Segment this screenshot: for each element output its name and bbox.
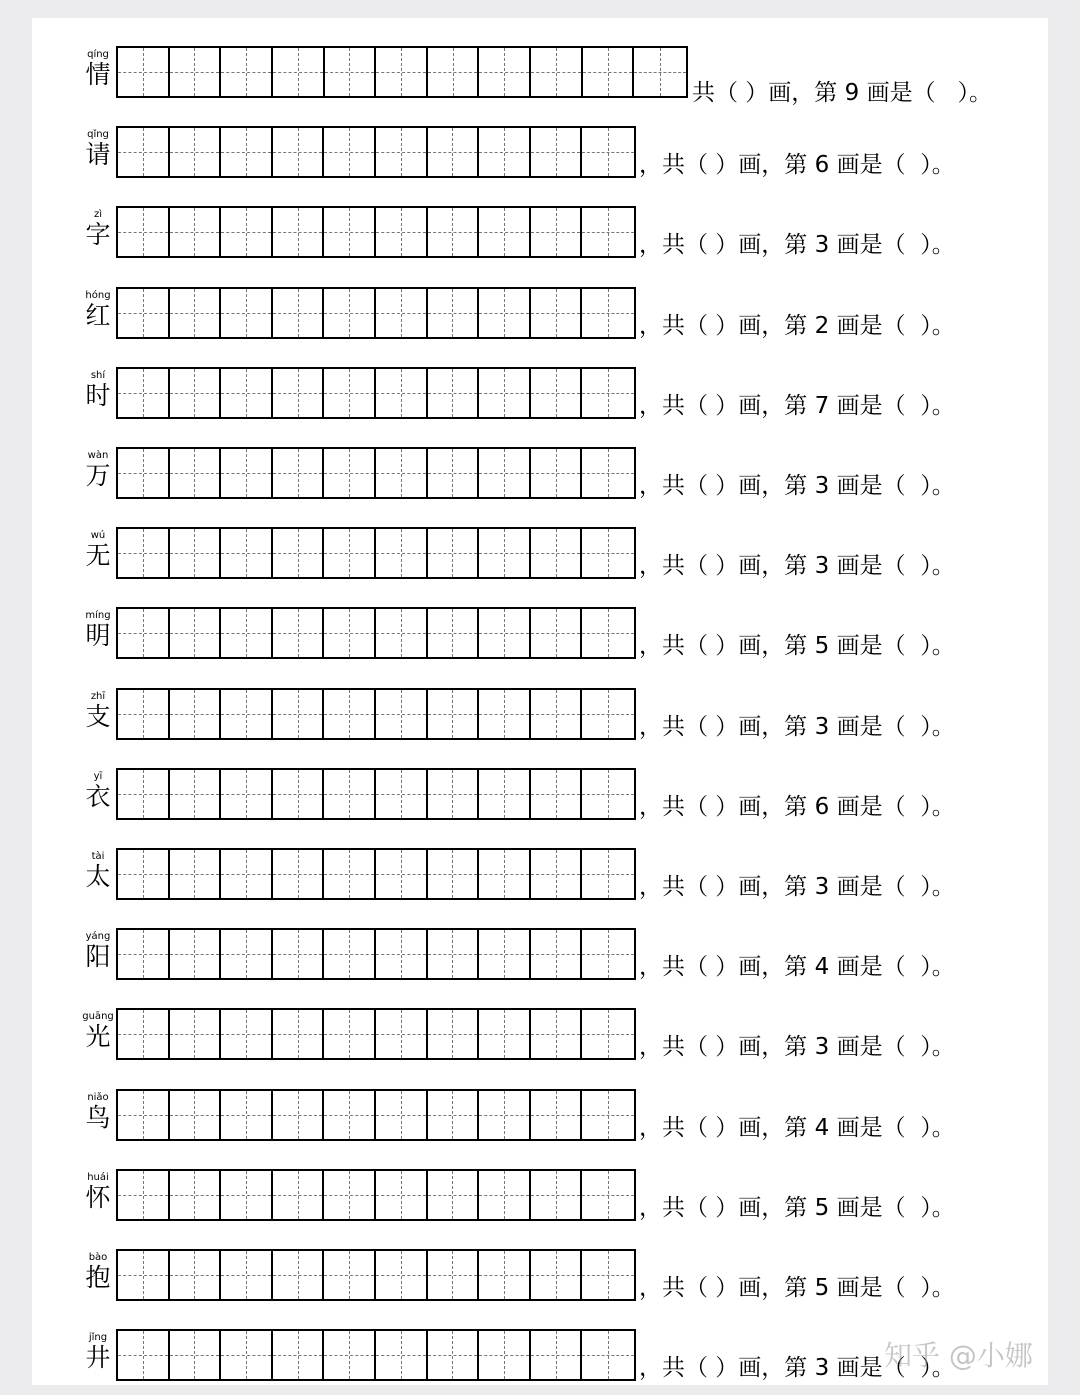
writing-grid[interactable]: [116, 688, 636, 740]
tianzige-cell[interactable]: [531, 289, 583, 337]
tianzige-cell[interactable]: [376, 1010, 428, 1058]
chinese-character: 衣: [85, 782, 111, 811]
tianzige-cell[interactable]: [582, 1331, 634, 1379]
tianzige-cell[interactable]: [479, 449, 531, 497]
tianzige-cell[interactable]: [531, 1331, 583, 1379]
pinyin-label: guāng: [82, 1011, 114, 1022]
tianzige-cell[interactable]: [531, 1091, 583, 1139]
stroke-count-question: ，共（ ）画，第 6 画是（ ）。: [639, 152, 955, 178]
tianzige-cell[interactable]: [428, 1171, 480, 1219]
writing-grid[interactable]: [116, 287, 636, 339]
tianzige-cell[interactable]: [428, 1091, 480, 1139]
tianzige-cell[interactable]: [376, 289, 428, 337]
tianzige-cell[interactable]: [221, 48, 273, 96]
exercise-row: [32, 353, 1048, 433]
writing-grid[interactable]: [116, 1249, 636, 1301]
tianzige-cell[interactable]: [324, 1091, 376, 1139]
character-with-pinyin: [80, 1155, 116, 1225]
tianzige-cell[interactable]: [170, 1331, 222, 1379]
character-with-pinyin: [80, 834, 116, 904]
character-with-pinyin: [80, 433, 116, 503]
chinese-character: 情: [85, 60, 111, 89]
tianzige-cell[interactable]: [634, 48, 686, 96]
character-with-pinyin: [80, 273, 116, 343]
tianzige-cell[interactable]: [479, 609, 531, 657]
pinyin-label: wú: [90, 530, 106, 541]
tianzige-cell[interactable]: [479, 128, 531, 176]
tianzige-cell[interactable]: [118, 48, 170, 96]
tianzige-cell[interactable]: [531, 1251, 583, 1299]
character-with-pinyin: [80, 353, 116, 423]
tianzige-cell[interactable]: [221, 1171, 273, 1219]
tianzige-cell[interactable]: [531, 48, 583, 96]
tianzige-cell[interactable]: [376, 128, 428, 176]
chinese-character: 请: [85, 140, 111, 169]
tianzige-cell[interactable]: [479, 289, 531, 337]
tianzige-cell[interactable]: [221, 1091, 273, 1139]
pinyin-label: yī: [93, 771, 103, 782]
tianzige-cell[interactable]: [221, 208, 273, 256]
tianzige-cell[interactable]: [170, 690, 222, 738]
tianzige-cell[interactable]: [273, 529, 325, 577]
pinyin-label: hóng: [85, 290, 111, 301]
tianzige-cell[interactable]: [583, 48, 635, 96]
tianzige-cell[interactable]: [582, 369, 634, 417]
pinyin-label: huái: [87, 1172, 109, 1183]
tianzige-cell[interactable]: [531, 930, 583, 978]
tianzige-cell[interactable]: [376, 48, 428, 96]
pinyin-label: niǎo: [87, 1092, 109, 1103]
tianzige-cell[interactable]: [376, 690, 428, 738]
tianzige-cell[interactable]: [479, 770, 531, 818]
tianzige-cell[interactable]: [324, 609, 376, 657]
exercise-row: [32, 1075, 1048, 1155]
stroke-count-question: ，共（ ）画，第 3 画是（ ）。: [639, 1034, 955, 1060]
writing-grid[interactable]: [116, 1169, 636, 1221]
tianzige-cell[interactable]: [582, 1251, 634, 1299]
tianzige-cell[interactable]: [428, 850, 480, 898]
tianzige-cell[interactable]: [221, 609, 273, 657]
tianzige-cell[interactable]: [273, 1010, 325, 1058]
chinese-character: 井: [85, 1343, 111, 1372]
writing-grid[interactable]: [116, 607, 636, 659]
tianzige-cell[interactable]: [376, 1251, 428, 1299]
tianzige-cell[interactable]: [479, 930, 531, 978]
character-with-pinyin: [80, 32, 116, 102]
tianzige-cell[interactable]: [118, 128, 170, 176]
tianzige-cell[interactable]: [582, 289, 634, 337]
tianzige-cell[interactable]: [118, 930, 170, 978]
tianzige-cell[interactable]: [170, 850, 222, 898]
tianzige-cell[interactable]: [324, 690, 376, 738]
exercise-row: [32, 834, 1048, 914]
tianzige-cell[interactable]: [118, 690, 170, 738]
character-with-pinyin: [80, 112, 116, 182]
tianzige-cell[interactable]: [170, 369, 222, 417]
tianzige-cell[interactable]: [428, 1251, 480, 1299]
tianzige-cell[interactable]: [428, 690, 480, 738]
stroke-count-question: ，共（ ）画，第 3 画是（ ）。: [639, 473, 955, 499]
tianzige-cell[interactable]: [582, 1171, 634, 1219]
pinyin-label: bào: [88, 1252, 108, 1263]
tianzige-cell[interactable]: [479, 1010, 531, 1058]
stroke-count-question: ，共（ ）画，第 6 画是（ ）。: [639, 794, 955, 820]
tianzige-cell[interactable]: [170, 208, 222, 256]
writing-grid[interactable]: [116, 206, 636, 258]
tianzige-cell[interactable]: [428, 1331, 480, 1379]
tianzige-cell[interactable]: [582, 770, 634, 818]
tianzige-cell[interactable]: [170, 128, 222, 176]
pinyin-label: zì: [93, 209, 103, 220]
stroke-count-question: ，共（ ）画，第 3 画是（ ）。: [639, 714, 955, 740]
tianzige-cell[interactable]: [170, 289, 222, 337]
chinese-character: 抱: [85, 1263, 111, 1292]
tianzige-cell[interactable]: [170, 1171, 222, 1219]
tianzige-cell[interactable]: [428, 369, 480, 417]
tianzige-cell[interactable]: [479, 1171, 531, 1219]
exercise-row: [32, 1155, 1048, 1235]
pinyin-label: jǐng: [88, 1332, 108, 1343]
tianzige-cell[interactable]: [118, 289, 170, 337]
tianzige-cell[interactable]: [376, 850, 428, 898]
stroke-count-question: ，共（ ）画，第 3 画是（ ）。: [639, 874, 955, 900]
pinyin-label: qíng: [87, 49, 109, 60]
writing-grid[interactable]: [116, 447, 636, 499]
tianzige-cell[interactable]: [273, 930, 325, 978]
stroke-count-question: ，共（ ）画，第 4 画是（ ）。: [639, 954, 955, 980]
tianzige-cell[interactable]: [582, 449, 634, 497]
tianzige-cell[interactable]: [531, 449, 583, 497]
tianzige-cell[interactable]: [428, 1010, 480, 1058]
tianzige-cell[interactable]: [428, 770, 480, 818]
stroke-count-question: ，共（ ）画，第 3 画是（ ）。: [639, 232, 955, 258]
tianzige-cell[interactable]: [273, 690, 325, 738]
character-with-pinyin: [80, 1235, 116, 1305]
chinese-character: 无: [85, 541, 111, 570]
tianzige-cell[interactable]: [324, 770, 376, 818]
tianzige-cell[interactable]: [221, 1010, 273, 1058]
writing-grid[interactable]: [116, 367, 636, 419]
character-with-pinyin: [80, 914, 116, 984]
tianzige-cell[interactable]: [324, 1010, 376, 1058]
tianzige-cell[interactable]: [428, 609, 480, 657]
character-with-pinyin: [80, 994, 116, 1064]
tianzige-cell[interactable]: [428, 128, 480, 176]
tianzige-cell[interactable]: [118, 1171, 170, 1219]
exercise-row: [32, 914, 1048, 994]
tianzige-cell[interactable]: [531, 850, 583, 898]
tianzige-cell[interactable]: [376, 529, 428, 577]
tianzige-cell[interactable]: [273, 609, 325, 657]
tianzige-cell[interactable]: [221, 770, 273, 818]
tianzige-cell[interactable]: [582, 208, 634, 256]
tianzige-cell[interactable]: [531, 529, 583, 577]
tianzige-cell[interactable]: [531, 1171, 583, 1219]
exercise-row: [32, 433, 1048, 513]
tianzige-cell[interactable]: [170, 609, 222, 657]
tianzige-cell[interactable]: [324, 128, 376, 176]
tianzige-cell[interactable]: [170, 770, 222, 818]
tianzige-cell[interactable]: [221, 449, 273, 497]
tianzige-cell[interactable]: [479, 1331, 531, 1379]
tianzige-cell[interactable]: [118, 770, 170, 818]
writing-grid[interactable]: [116, 768, 636, 820]
tianzige-cell[interactable]: [582, 1010, 634, 1058]
tianzige-cell[interactable]: [273, 1171, 325, 1219]
tianzige-cell[interactable]: [324, 449, 376, 497]
tianzige-cell[interactable]: [479, 369, 531, 417]
tianzige-cell[interactable]: [324, 289, 376, 337]
tianzige-cell[interactable]: [531, 369, 583, 417]
tianzige-cell[interactable]: [479, 1251, 531, 1299]
writing-grid[interactable]: [116, 126, 636, 178]
tianzige-cell[interactable]: [324, 529, 376, 577]
writing-grid[interactable]: [116, 46, 688, 98]
tianzige-cell[interactable]: [170, 48, 222, 96]
tianzige-cell[interactable]: [118, 449, 170, 497]
tianzige-cell[interactable]: [428, 208, 480, 256]
tianzige-cell[interactable]: [221, 1331, 273, 1379]
tianzige-cell[interactable]: [582, 128, 634, 176]
chinese-character: 阳: [85, 942, 111, 971]
tianzige-cell[interactable]: [376, 369, 428, 417]
tianzige-cell[interactable]: [376, 930, 428, 978]
exercise-row: [32, 593, 1048, 673]
tianzige-cell[interactable]: [324, 1171, 376, 1219]
tianzige-cell[interactable]: [479, 690, 531, 738]
writing-grid[interactable]: [116, 527, 636, 579]
tianzige-cell[interactable]: [273, 48, 325, 96]
exercise-row: [32, 994, 1048, 1074]
tianzige-cell[interactable]: [221, 850, 273, 898]
tianzige-cell[interactable]: [582, 529, 634, 577]
tianzige-cell[interactable]: [221, 128, 273, 176]
character-with-pinyin: [80, 674, 116, 744]
tianzige-cell[interactable]: [531, 128, 583, 176]
tianzige-cell[interactable]: [324, 850, 376, 898]
tianzige-cell[interactable]: [170, 1251, 222, 1299]
tianzige-cell[interactable]: [479, 1091, 531, 1139]
tianzige-cell[interactable]: [221, 369, 273, 417]
character-with-pinyin: [80, 1315, 116, 1385]
pinyin-label: tài: [91, 851, 105, 862]
exercise-row: [32, 513, 1048, 593]
pinyin-label: qǐng: [87, 129, 109, 140]
tianzige-cell[interactable]: [221, 690, 273, 738]
chinese-character: 红: [85, 301, 111, 330]
tianzige-cell[interactable]: [170, 930, 222, 978]
tianzige-cell[interactable]: [531, 1010, 583, 1058]
tianzige-cell[interactable]: [376, 770, 428, 818]
chinese-character: 时: [85, 381, 111, 410]
tianzige-cell[interactable]: [273, 289, 325, 337]
writing-grid[interactable]: [116, 1089, 636, 1141]
chinese-character: 支: [85, 702, 111, 731]
tianzige-cell[interactable]: [376, 609, 428, 657]
tianzige-cell[interactable]: [582, 850, 634, 898]
pinyin-label: zhī: [90, 691, 106, 702]
tianzige-cell[interactable]: [170, 1091, 222, 1139]
tianzige-cell[interactable]: [428, 930, 480, 978]
tianzige-cell[interactable]: [273, 1331, 325, 1379]
exercise-row: [32, 1235, 1048, 1315]
tianzige-cell[interactable]: [118, 850, 170, 898]
character-with-pinyin: [80, 192, 116, 262]
chinese-character: 鸟: [85, 1103, 111, 1132]
worksheet-page: [32, 18, 1048, 1385]
tianzige-cell[interactable]: [479, 529, 531, 577]
pinyin-label: wàn: [87, 450, 109, 461]
tianzige-cell[interactable]: [273, 369, 325, 417]
character-with-pinyin: [80, 754, 116, 824]
tianzige-cell[interactable]: [273, 1251, 325, 1299]
tianzige-cell[interactable]: [531, 690, 583, 738]
tianzige-cell[interactable]: [325, 48, 377, 96]
tianzige-cell[interactable]: [376, 1171, 428, 1219]
tianzige-cell[interactable]: [273, 208, 325, 256]
tianzige-cell[interactable]: [118, 208, 170, 256]
stroke-count-question: ，共（ ）画，第 5 画是（ ）。: [639, 633, 955, 659]
exercise-row: [32, 32, 1048, 112]
tianzige-cell[interactable]: [324, 369, 376, 417]
stroke-count-question: ，共（ ）画，第 3 画是（ ）。: [639, 553, 955, 579]
tianzige-cell[interactable]: [273, 770, 325, 818]
zhihu-watermark: 知乎 @小娜: [884, 1339, 1033, 1372]
tianzige-cell[interactable]: [221, 930, 273, 978]
tianzige-cell[interactable]: [582, 1091, 634, 1139]
tianzige-cell[interactable]: [324, 208, 376, 256]
writing-grid[interactable]: [116, 1329, 636, 1381]
stroke-count-question: ，共（ ）画，第 4 画是（ ）。: [639, 1115, 955, 1141]
chinese-character: 明: [85, 621, 111, 650]
exercise-row: [32, 754, 1048, 834]
stroke-count-question: ，共（ ）画，第 5 画是（ ）。: [639, 1275, 955, 1301]
tianzige-cell[interactable]: [479, 48, 531, 96]
tianzige-cell[interactable]: [221, 529, 273, 577]
tianzige-cell[interactable]: [531, 770, 583, 818]
tianzige-cell[interactable]: [376, 1331, 428, 1379]
stroke-count-question: ，共（ ）画，第 7 画是（ ）。: [639, 393, 955, 419]
tianzige-cell[interactable]: [531, 208, 583, 256]
writing-grid[interactable]: [116, 1008, 636, 1060]
exercise-row: [32, 273, 1048, 353]
tianzige-cell[interactable]: [324, 1331, 376, 1379]
writing-grid[interactable]: [116, 928, 636, 980]
tianzige-cell[interactable]: [582, 930, 634, 978]
tianzige-cell[interactable]: [376, 1091, 428, 1139]
tianzige-cell[interactable]: [170, 1010, 222, 1058]
pinyin-label: míng: [85, 610, 111, 621]
chinese-character: 字: [85, 220, 111, 249]
stroke-count-question: 共（ ）画，第 9 画是（ ）。: [692, 80, 992, 106]
tianzige-cell[interactable]: [273, 449, 325, 497]
tianzige-cell[interactable]: [118, 1251, 170, 1299]
tianzige-cell[interactable]: [118, 1331, 170, 1379]
tianzige-cell[interactable]: [376, 449, 428, 497]
tianzige-cell[interactable]: [428, 289, 480, 337]
tianzige-cell[interactable]: [118, 1010, 170, 1058]
stroke-count-question: ，共（ ）画，第 3 画是（ ）。: [639, 1355, 955, 1381]
tianzige-cell[interactable]: [273, 128, 325, 176]
tianzige-cell[interactable]: [273, 1091, 325, 1139]
tianzige-cell[interactable]: [118, 1091, 170, 1139]
tianzige-cell[interactable]: [221, 1251, 273, 1299]
tianzige-cell[interactable]: [324, 1251, 376, 1299]
stroke-count-question: ，共（ ）画，第 5 画是（ ）。: [639, 1195, 955, 1221]
character-with-pinyin: [80, 1075, 116, 1145]
tianzige-cell[interactable]: [479, 850, 531, 898]
tianzige-cell[interactable]: [428, 529, 480, 577]
exercise-row: [32, 674, 1048, 754]
stroke-count-question: ，共（ ）画，第 2 画是（ ）。: [639, 313, 955, 339]
exercise-row: [32, 112, 1048, 192]
tianzige-cell[interactable]: [221, 289, 273, 337]
chinese-character: 万: [85, 461, 111, 490]
tianzige-cell[interactable]: [118, 369, 170, 417]
tianzige-cell[interactable]: [428, 48, 480, 96]
tianzige-cell[interactable]: [428, 449, 480, 497]
chinese-character: 怀: [85, 1183, 111, 1212]
tianzige-cell[interactable]: [273, 850, 325, 898]
pinyin-label: shí: [90, 370, 106, 381]
tianzige-cell[interactable]: [118, 529, 170, 577]
tianzige-cell[interactable]: [170, 449, 222, 497]
chinese-character: 太: [85, 862, 111, 891]
pinyin-label: yáng: [85, 931, 111, 942]
tianzige-cell[interactable]: [376, 208, 428, 256]
exercise-row: [32, 192, 1048, 272]
tianzige-cell[interactable]: [479, 208, 531, 256]
tianzige-cell[interactable]: [582, 609, 634, 657]
character-with-pinyin: [80, 513, 116, 583]
tianzige-cell[interactable]: [118, 609, 170, 657]
tianzige-cell[interactable]: [170, 529, 222, 577]
character-with-pinyin: [80, 593, 116, 663]
tianzige-cell[interactable]: [324, 930, 376, 978]
tianzige-cell[interactable]: [582, 690, 634, 738]
tianzige-cell[interactable]: [531, 609, 583, 657]
chinese-character: 光: [85, 1022, 111, 1051]
writing-grid[interactable]: [116, 848, 636, 900]
